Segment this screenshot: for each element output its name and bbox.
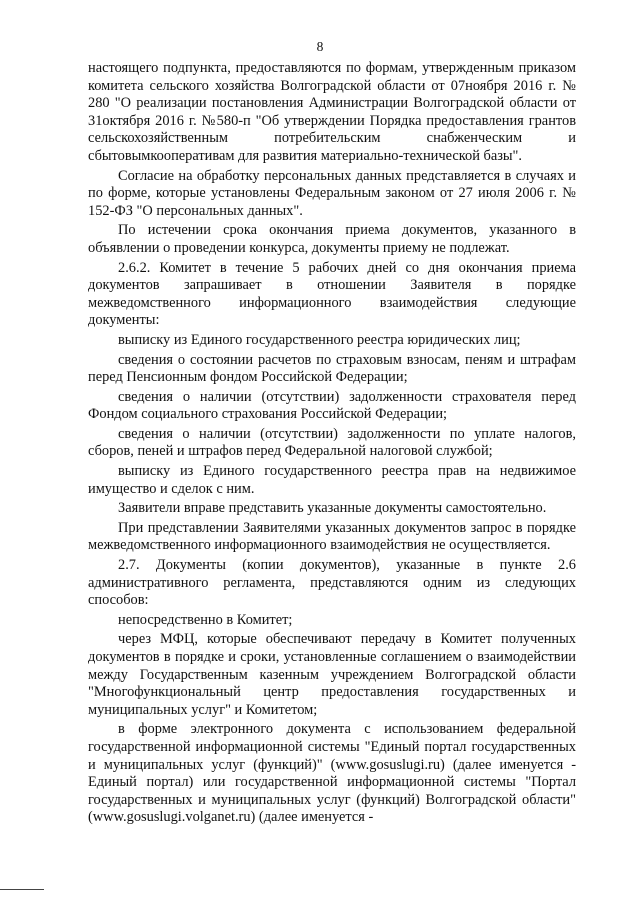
list-item: через МФЦ, которые обеспечивают передачу в Комитет полученных документов в порядке и сроки, установленные соглашением о взаимодействии между Государственным казенным учреждением Волгоградской области "Многофункциональный центр предоставления государственных и муниципальных услуг" и Комитетом; — [88, 631, 576, 718]
paragraph-deadline: По истечении срока окончания приема документов, указанного в объявлении о проведении конкурса, документы приему не подлежат. — [88, 222, 576, 256]
paragraph-consent: Согласие на обработку персональных данных представляется в случаях и по форме, которые установлены Федеральным законом от 27 июля 2006 г. № 152-ФЗ "О персональных данных". — [88, 167, 576, 219]
paragraph-continuation: настоящего подпункта, предоставляются по формам, утвержденным приказом комитета сельского хозяйства Волгоградской области от 07ноября 2016 г. № 280 "О реализации постановления Администрации Волгоградской области от 31октября 2016 г. №580-п "Об утверждении Порядка предоставления грантов сельскохозяйственным потребительским снабженческим и сбытовымкооперативам для развития материально-технической базы". — [88, 60, 576, 164]
paragraph-2-6-2: 2.6.2. Комитет в течение 5 рабочих дней со дня окончания приема документов запрашивает в отношении Заявителя в порядке межведомственного информационного взаимодействия следующие документы: — [88, 259, 576, 329]
scan-edge-mark — [0, 889, 44, 890]
paragraph-2-7: 2.7. Документы (копии документов), указанные в пункте 2.6 административного регламента, представляются одним из следующих способов: — [88, 557, 576, 609]
paragraph-no-request: При представлении Заявителями указанных документов запрос в порядке межведомственного информационного взаимодействия не осуществляется. — [88, 519, 576, 554]
list-item: непосредственно в Комитет; — [118, 611, 293, 628]
document-body — [88, 60, 576, 829]
page-number: 8 — [316, 39, 324, 54]
paragraph-self-submission: Заявители вправе представить указанные документы самостоятельно. — [118, 500, 547, 517]
list-item: в форме электронного документа с использованием федеральной государственной информационной системы "Единый портал государственных и муниципальных услуг (функций)" (www.gosuslugi.ru) (далее именуется - Единый портал) или государственной информационной системы "Портал государственных и муниципальных услуг (функций) Волгоградской области" (www.gosuslugi.volganet.ru) (далее именуется - — [88, 721, 576, 826]
list-item: сведения о наличии (отсутствии) задолженности страхователя перед Фондом социального страхования Российской Федерации; — [88, 388, 576, 423]
list-item: сведения о наличии (отсутствии) задолженности по уплате налогов, сборов, пеней и штрафов перед Федеральной налоговой службой; — [88, 425, 576, 460]
list-item: выписку из Единого государственного реестра прав на недвижимое имущество и сделок с ним. — [88, 463, 576, 497]
list-item: выписку из Единого государственного реестра юридических лиц; — [118, 331, 521, 348]
list-item: сведения о состоянии расчетов по страховым взносам, пеням и штрафам перед Пенсионным фондом Российской Федерации; — [88, 351, 576, 386]
